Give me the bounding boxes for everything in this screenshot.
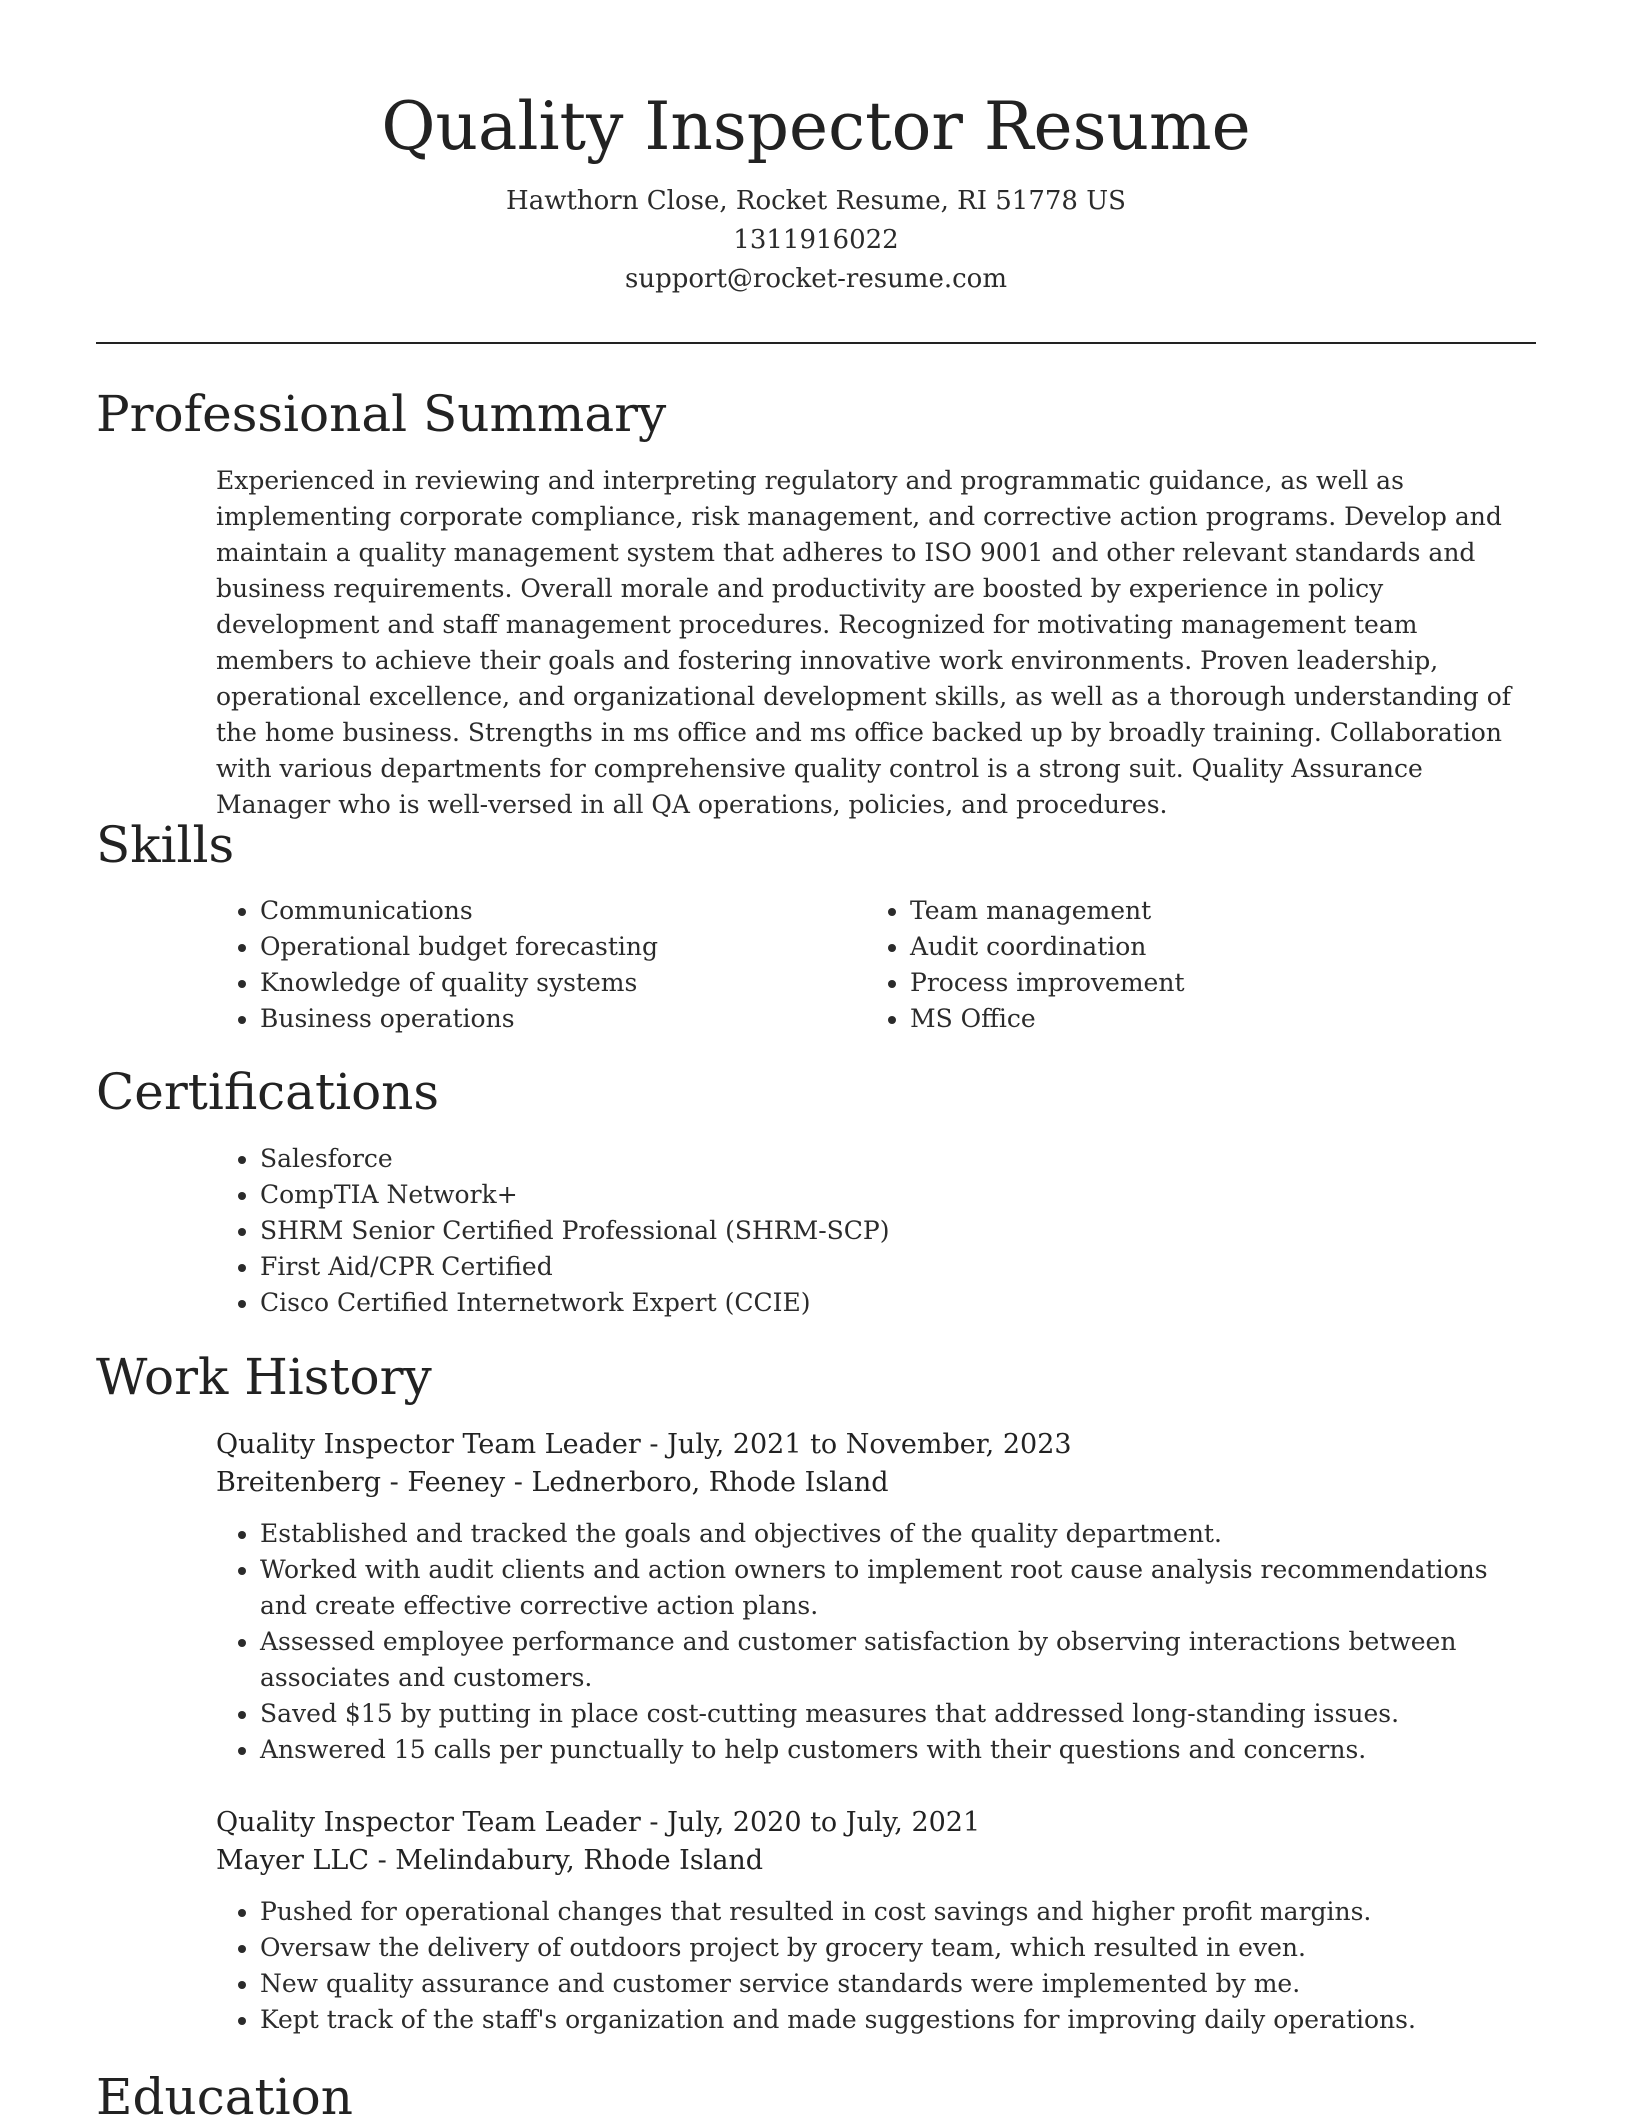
skill-item: • Knowledge of quality systems <box>260 965 866 1001</box>
job-title: Quality Inspector Team Leader - July, 2021 to November, 2023 <box>216 1429 1072 1460</box>
job-entry <box>216 1426 1536 1768</box>
job-title: Quality Inspector Team Leader - July, 2020 to July, 2021 <box>216 1807 981 1838</box>
job-bullet: • New quality assurance and customer service standards were implemented by me. <box>260 1966 1536 2002</box>
contact-address: Hawthorn Close, Rocket Resume, RI 51778 US <box>506 186 1126 216</box>
skill-item: • Business operations <box>260 1001 866 1037</box>
contact-email: support@rocket-resume.com <box>624 264 1007 294</box>
skill-item: • Operational budget forecasting <box>260 929 866 965</box>
job-bullet: • Oversaw the delivery of outdoors project by grocery team, which resulted in even. <box>260 1930 1536 1966</box>
skills-section <box>216 893 1536 1037</box>
skill-item: • Audit coordination <box>910 929 1516 965</box>
job-company: Breitenberg - Feeney - Lednerboro, Rhode Island <box>216 1467 889 1498</box>
skill-item: • Team management <box>910 893 1516 929</box>
work-history-heading: Work History <box>96 1348 432 1406</box>
summary-heading: Professional Summary <box>96 385 667 443</box>
skills-heading: Skills <box>96 816 235 874</box>
job-bullet: • Assessed employee performance and customer satisfaction by observing interactions between associates and customers. <box>260 1624 1536 1696</box>
contact-block <box>0 182 1632 299</box>
certification-item: • CompTIA Network+ <box>260 1177 1536 1213</box>
job-bullet: • Kept track of the staff's organization and made suggestions for improving daily operations. <box>260 2002 1536 2038</box>
job-bullet: • Pushed for operational changes that resulted in cost savings and higher profit margins. <box>260 1894 1536 1930</box>
job-company: Mayer LLC - Melindabury, Rhode Island <box>216 1845 764 1876</box>
job-bullet: • Established and tracked the goals and objectives of the quality department. <box>260 1516 1536 1552</box>
skills-column-right <box>866 893 1516 1037</box>
certification-item: • Cisco Certified Internetwork Expert (CCIE) <box>260 1285 1536 1321</box>
page-title: Quality Inspector Resume <box>381 88 1251 165</box>
summary-text: Experienced in reviewing and interpreting regulatory and programmatic guidance, as well as implementing corporate compliance, risk management, and corrective action programs. Develop and maintain a quality management system that adheres to ISO 9001 and other relevant standards and business requirements. Overall morale and productivity are boosted by experience in policy development and staff management procedures. Recognized for motivating management team members to achieve their goals and fostering innovative work environments. Proven leadership, operational excellence, and organizational development skills, as well as a thorough understanding of the home business. Strengths in ms office and ms office backed up by broadly training. Collaboration with various departments for comprehensive quality control is a strong suit. Quality Assurance Manager who is well-versed in all QA operations, policies, and procedures. <box>216 466 1512 819</box>
skill-item: • Process improvement <box>910 965 1516 1001</box>
certifications-section <box>216 1141 1536 1321</box>
skill-item: • MS Office <box>910 1001 1516 1037</box>
resume-header <box>0 0 1632 299</box>
skills-column-left <box>216 893 866 1037</box>
job-bullet: • Worked with audit clients and action owners to implement root cause analysis recommendations and create effective corrective action plans. <box>260 1552 1536 1624</box>
job-entry <box>216 1804 1536 2038</box>
certifications-heading: Certifications <box>96 1063 440 1121</box>
contact-phone: 1311916022 <box>733 225 899 255</box>
skill-item: • Communications <box>260 893 866 929</box>
education-heading: Education <box>96 2068 353 2126</box>
job-bullet: • Saved $15 by putting in place cost-cutting measures that addressed long-standing issues. <box>260 1696 1536 1732</box>
certification-item: • Salesforce <box>260 1141 1536 1177</box>
certification-item: • First Aid/CPR Certified <box>260 1249 1536 1285</box>
summary-section <box>216 463 1536 823</box>
job-bullet: • Answered 15 calls per punctually to help customers with their questions and concerns. <box>260 1732 1536 1768</box>
certification-item: • SHRM Senior Certified Professional (SHRM-SCP) <box>260 1213 1536 1249</box>
header-divider <box>96 342 1536 344</box>
